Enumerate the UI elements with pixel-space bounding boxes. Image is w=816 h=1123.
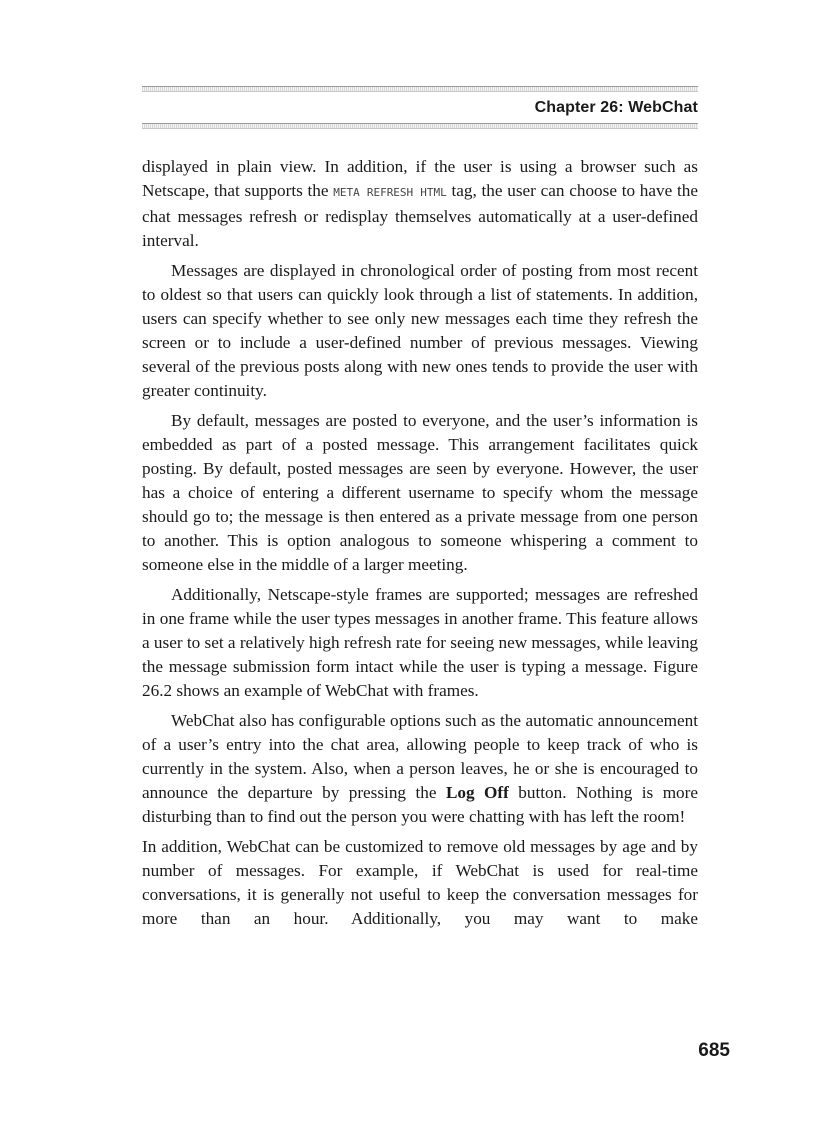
paragraph-1-text-a: displayed in plain view. In addition, if the user is using a browser such as Netscape, that supports the bbox=[142, 157, 698, 200]
paragraph-5 bbox=[142, 709, 698, 829]
paragraph-5-text-a: WebChat also has configurable options such as the automatic announcement of a user’s entry into the chat area, allowing people to keep track of who is currently in the system. Also, when a person leaves, he or she is encouraged to announce the departure by pressing the bbox=[142, 711, 698, 802]
body-text bbox=[142, 155, 698, 937]
paragraph-2: Messages are displayed in chronological order of posting from most recent to oldest so that users can quickly look through a list of statements. In addition, users can specify whether to see only new messages each time they refresh the screen or to include a user-defined number of previous messages. Viewing several of the previous posts along with new ones tends to provide the user with greater continuity. bbox=[142, 261, 698, 400]
page-header bbox=[142, 86, 698, 129]
paragraph-4: Additionally, Netscape-style frames are supported; messages are refreshed in one frame while the user types messages in another frame. This feature allows a user to set a relatively high refresh rate for seeing new messages, while leaving the message submission form intact while the user is typing a message. Figure 26.2 shows an example of WebChat with frames. bbox=[142, 585, 699, 700]
paragraph-3: By default, messages are posted to everyone, and the user’s information is embedded as part of a posted message. This arrangement facilitates quick posting. By default, posted messages are seen by everyone. However, the user has a choice of entering a different username to specify whom the message should go to; the message is then entered as a private message from one person to another. This is option analogous to someone whispering a comment to someone else in the middle of a larger meeting. bbox=[142, 411, 698, 574]
log-off-term: Log Off bbox=[445, 783, 509, 802]
header-rule-bottom bbox=[142, 123, 698, 129]
inline-code-meta-refresh: META REFRESH HTML bbox=[333, 186, 447, 199]
paragraph-5-text-b: button. Nothing is more disturbing than to find out the person you were chatting with has left the room! bbox=[142, 783, 699, 826]
paragraph-1-text-b: tag, the user can choose to have the chat messages refresh or redisplay themselves automatically at a user-defined interval. bbox=[142, 181, 698, 250]
running-head: Chapter 26: WebChat bbox=[534, 99, 698, 116]
paragraph-1 bbox=[142, 155, 698, 253]
paragraph-6: In addition, WebChat can be customized to remove old messages by age and by number of messages. For example, if WebChat is used for real-time conversations, it is generally not useful to keep the conversation messages for more than an hour. Additionally, you may want to make bbox=[142, 837, 698, 928]
page-number: 685 bbox=[698, 1040, 730, 1061]
